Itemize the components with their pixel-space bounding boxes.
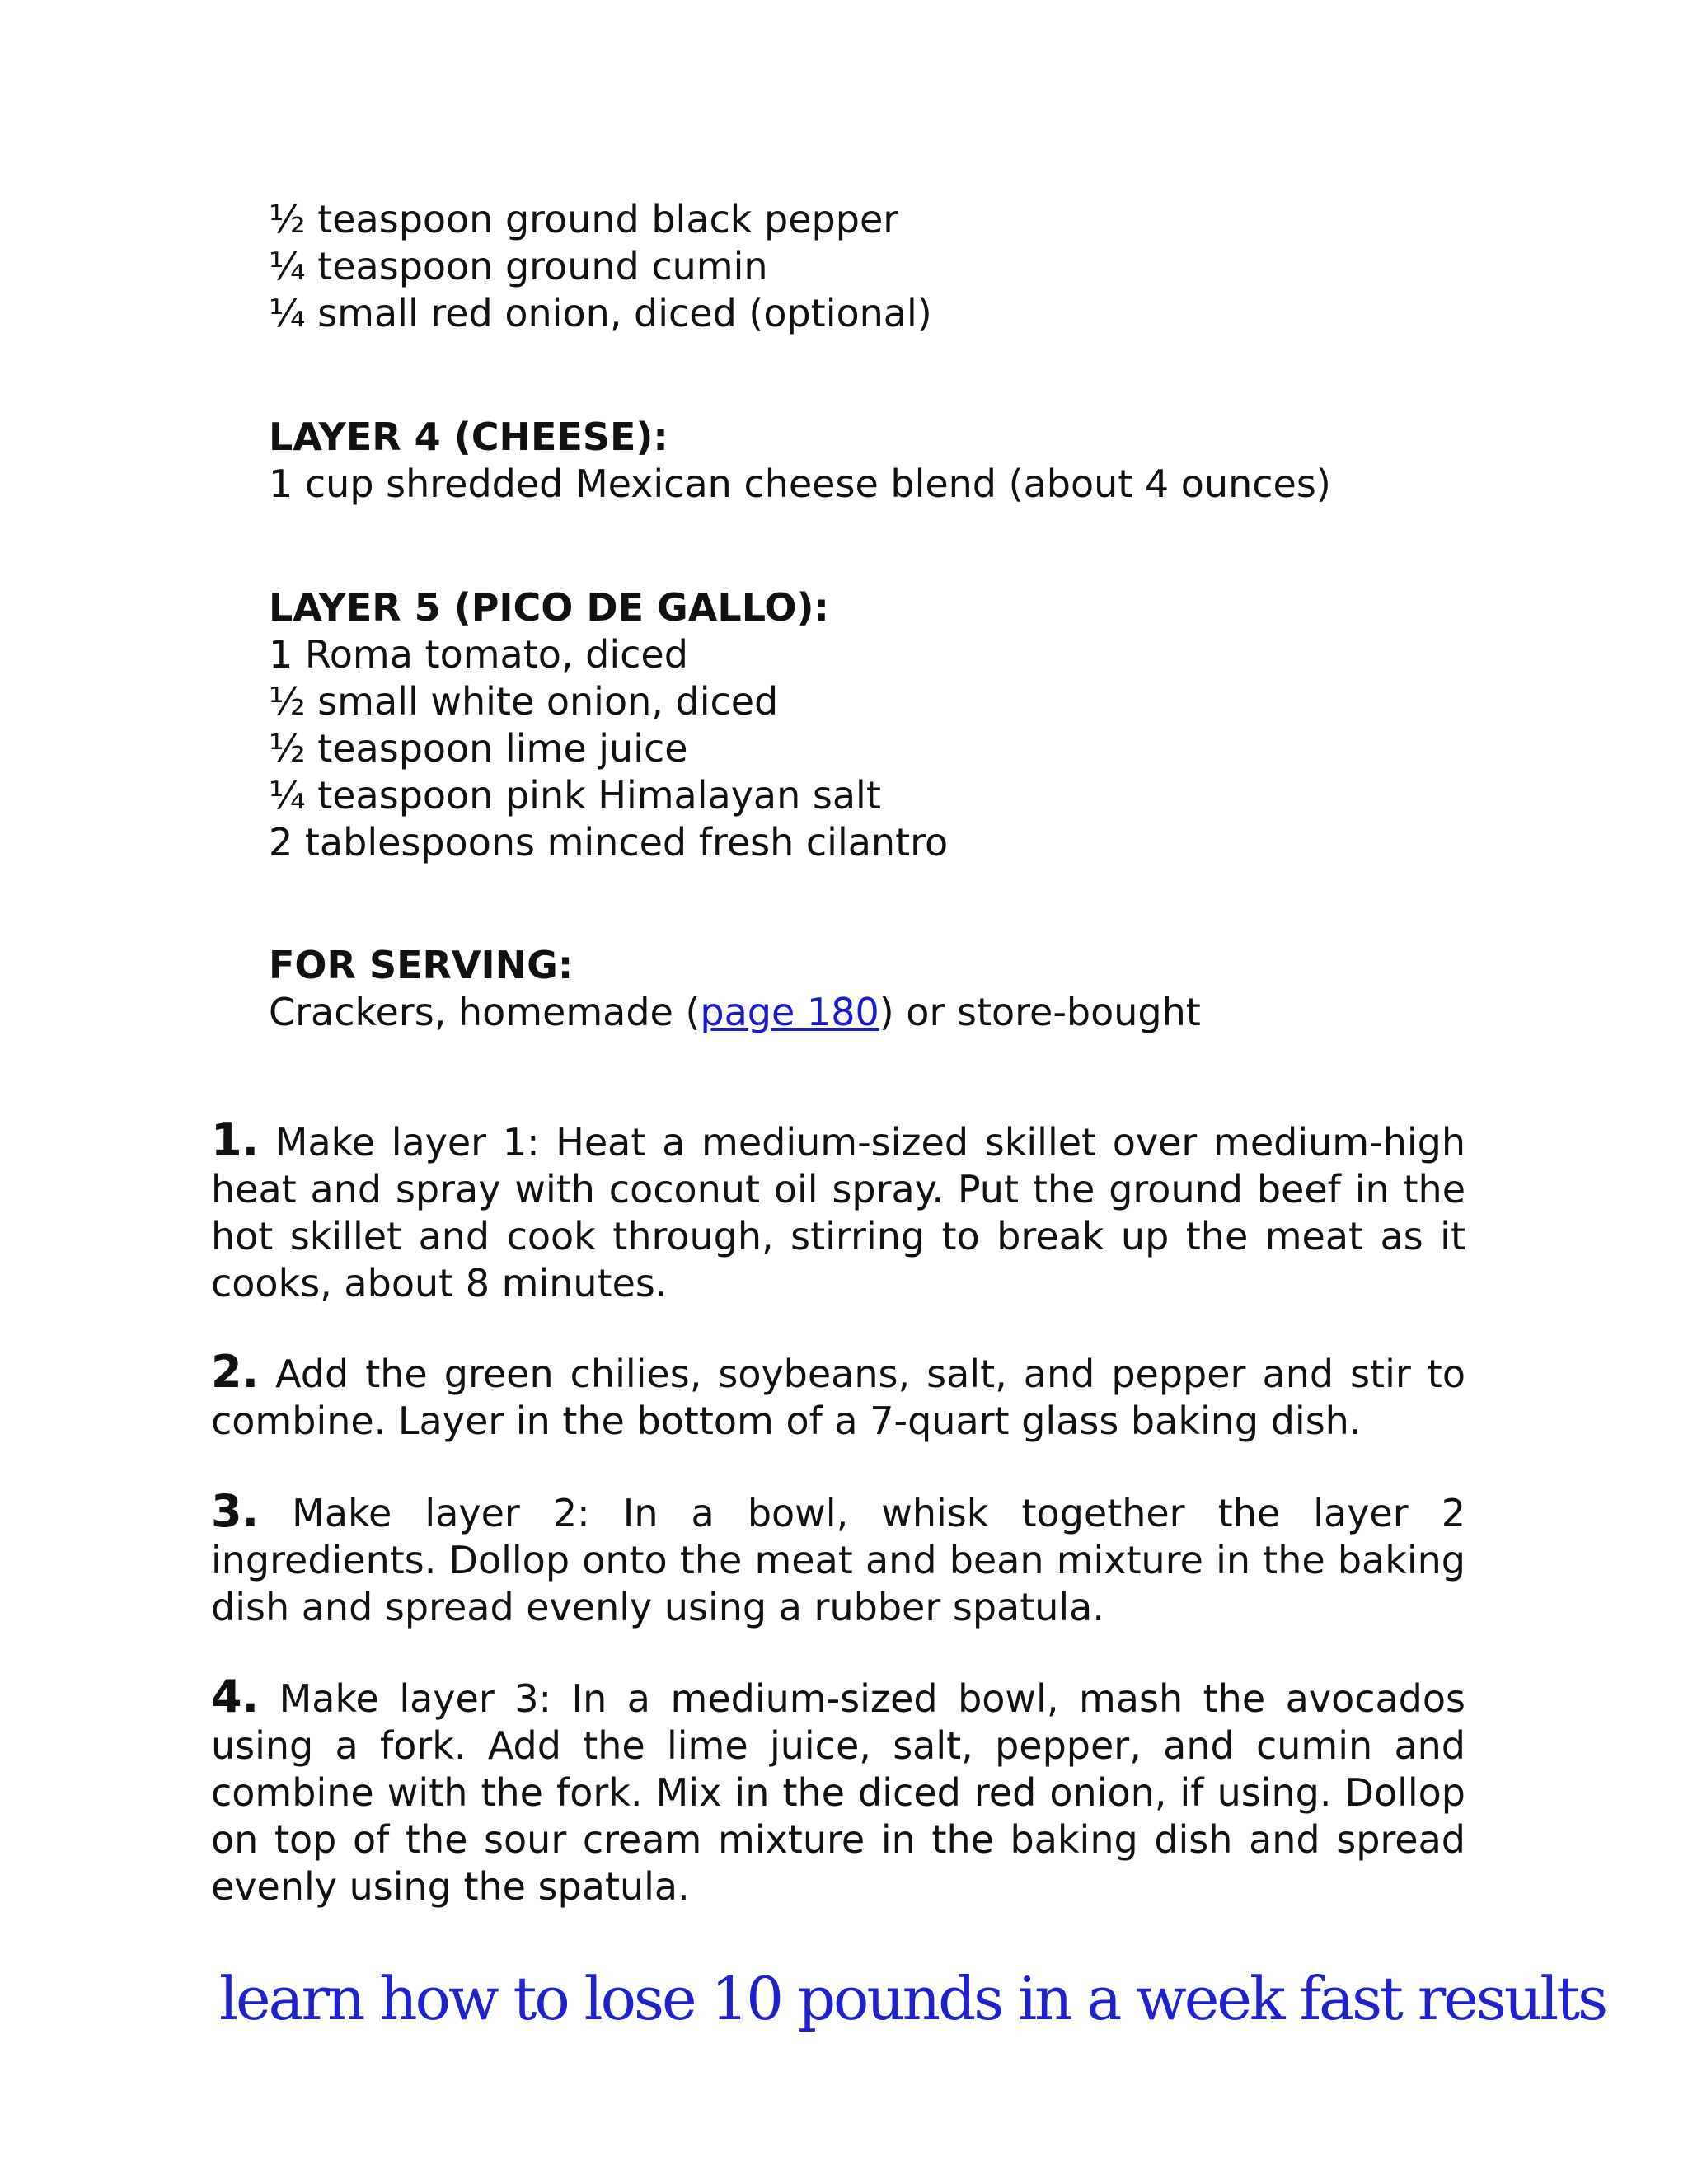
step-text: Make layer 3: In a medium-sized bowl, mash the avocados using a fork. Add the lime juice, salt, pepper, and cumin and combine with the fork. Mix in the diced red onion, if using. Dollop on top of the sour cream mixture in the baking dish and spread evenly using the spatula. [211, 1676, 1465, 1909]
serving-line [269, 989, 1505, 1036]
serving-text-after: ) or store-bought [879, 990, 1201, 1034]
ingredient-line: ¼ small red onion, diced (optional) [269, 291, 932, 335]
step-text: Make layer 1: Heat a medium-sized skillet over medium-high heat and spray with coconut oil spray. Put the ground beef in the hot skillet and cook through, stirring to break up the meat as it cooks, about 8 minutes. [211, 1120, 1465, 1305]
for-serving-section [269, 942, 1505, 1036]
layer-4-heading: LAYER 4 (CHEESE): [269, 415, 668, 459]
serving-text-before: Crackers, homemade ( [269, 990, 701, 1034]
step-number: 3. [211, 1485, 260, 1537]
ingredient-line: 2 tablespoons minced fresh cilantro [269, 820, 949, 865]
ingredient-line: ¼ teaspoon pink Himalayan salt [269, 773, 881, 818]
ingredient-line: 1 Roma tomato, diced [269, 632, 688, 677]
ingredient-line: 1 cup shredded Mexican cheese blend (about 4 ounces) [269, 462, 1331, 506]
ingredient-line: ½ small white onion, diced [269, 679, 779, 724]
layer-5-section [269, 584, 1505, 866]
step-number: 2. [211, 1346, 260, 1398]
step-number: 1. [211, 1114, 260, 1166]
step-number: 4. [211, 1671, 260, 1722]
instruction-step-1 [211, 1114, 1465, 1307]
ingredient-list-continued [269, 196, 1505, 337]
step-text: Add the green chilies, soybeans, salt, and pepper and stir to combine. Layer in the bottom of a 7-quart glass baking dish. [211, 1352, 1465, 1443]
step-text: Make layer 2: In a bowl, whisk together the layer 2 ingredients. Dollop onto the meat and bean mixture in the baking dish and spread evenly using a rubber spatula. [211, 1491, 1465, 1629]
ingredient-line: ½ teaspoon ground black pepper [269, 197, 899, 241]
page-180-link[interactable]: page 180 [700, 990, 879, 1034]
ingredient-line: ¼ teaspoon ground cumin [269, 244, 768, 288]
layer-4-section [269, 414, 1505, 508]
instruction-step-2 [211, 1348, 1465, 1445]
promo-ad-link[interactable]: learn how to lose 10 pounds in a week fast results [219, 1964, 1606, 2033]
instruction-step-3 [211, 1485, 1465, 1631]
instruction-step-4 [211, 1673, 1465, 1910]
ingredient-line: ½ teaspoon lime juice [269, 726, 688, 771]
layer-5-heading: LAYER 5 (PICO DE GALLO): [269, 585, 829, 630]
for-serving-heading: FOR SERVING: [269, 943, 574, 987]
